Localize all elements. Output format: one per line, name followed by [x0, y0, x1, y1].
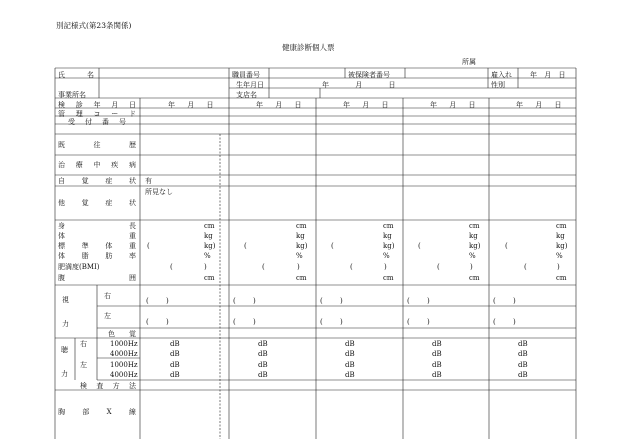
hearing-right-4000hz: 4000Hz: [110, 350, 138, 358]
sex-label: 性別: [491, 81, 505, 89]
db-unit: dB: [170, 361, 180, 369]
body-fat-unit: %: [469, 252, 476, 260]
std-weight-unit: kg): [204, 242, 216, 250]
vision-left-label: 左: [104, 312, 111, 320]
hearing-left-4000hz: 4000Hz: [110, 371, 138, 379]
receipt-no-label: 受付番号: [68, 118, 126, 126]
history-label: 既往歴: [58, 141, 136, 149]
dob-value: 年 月 日: [322, 81, 396, 89]
hearing-label-top: 聴: [61, 346, 68, 354]
treatment-label: 治療中疾病: [58, 161, 136, 169]
hearing-right-label: 右: [80, 340, 87, 348]
waist-unit: cm: [204, 274, 215, 282]
exam-date-label: 検診年月日: [58, 101, 136, 109]
body-fat-unit: %: [556, 252, 563, 260]
vision-left-open: (: [493, 318, 496, 326]
mgmt-code-label: 管理コード: [58, 110, 136, 118]
other-symptoms-label: 他覚症状: [58, 199, 136, 207]
vision-left-close: ): [427, 318, 430, 326]
obesity-open: (: [170, 263, 173, 271]
obesity-open: (: [350, 263, 353, 271]
db-unit: dB: [518, 361, 528, 369]
subjective-label: 自覚症状: [58, 177, 136, 185]
vision-right-label: 右: [104, 292, 111, 300]
height-unit: cm: [296, 222, 307, 230]
obesity-open: (: [262, 263, 265, 271]
affiliation-label: 所属: [462, 58, 476, 66]
height-label: 身長: [58, 222, 136, 230]
vision-right-open: (: [407, 297, 410, 305]
weight-unit: kg: [556, 232, 565, 240]
vision-right-open: (: [233, 297, 236, 305]
obesity-close: ): [204, 263, 207, 271]
insured-no-label: 被保険者番号: [348, 71, 390, 79]
db-unit: dB: [258, 350, 268, 358]
height-unit: cm: [204, 222, 215, 230]
obesity-open: (: [437, 263, 440, 271]
db-unit: dB: [170, 340, 180, 348]
height-unit: cm: [383, 222, 394, 230]
height-unit: cm: [469, 222, 480, 230]
db-unit: dB: [432, 361, 442, 369]
waist-label: 腹囲: [58, 274, 136, 282]
body-fat-unit: %: [383, 252, 390, 260]
db-unit: dB: [518, 350, 528, 358]
exam-date-col5: 年 月 日: [516, 101, 562, 109]
db-unit: dB: [432, 371, 442, 379]
vision-right-open: (: [320, 297, 323, 305]
color-vision-label: 色覚: [108, 330, 136, 338]
hearing-left-label: 左: [80, 361, 87, 369]
db-unit: dB: [345, 371, 355, 379]
branch-label: 支店名: [236, 91, 257, 99]
std-weight-unit: kg): [469, 242, 481, 250]
exam-date-col3: 年 月 日: [343, 101, 389, 109]
weight-label: 体重: [58, 232, 136, 240]
chest-xray-label: 胸部X線: [58, 408, 136, 416]
std-weight-unit: kg): [296, 242, 308, 250]
db-unit: dB: [258, 340, 268, 348]
obesity-label: 肥満度(BMI): [58, 263, 100, 271]
obesity-close: ): [384, 263, 387, 271]
weight-unit: kg: [204, 232, 213, 240]
vision-right-close: ): [166, 297, 169, 305]
std-weight-open: (: [147, 242, 150, 250]
vision-label-top: 視: [62, 296, 69, 304]
std-weight-open: (: [418, 242, 421, 250]
db-unit: dB: [258, 371, 268, 379]
db-unit: dB: [432, 340, 442, 348]
hearing-left-1000hz: 1000Hz: [110, 361, 138, 369]
entry-date: 年 月 日: [530, 71, 566, 79]
employee-no-label: 職員番号: [232, 71, 260, 79]
vision-left-open: (: [407, 318, 410, 326]
db-unit: dB: [170, 371, 180, 379]
vision-left-close: ): [166, 318, 169, 326]
obesity-close: ): [557, 263, 560, 271]
std-weight-open: (: [505, 242, 508, 250]
other-symptoms-value: 所見なし: [145, 188, 173, 196]
obesity-close: ): [470, 263, 473, 271]
std-weight-open: (: [331, 242, 334, 250]
db-unit: dB: [345, 350, 355, 358]
obesity-open: (: [524, 263, 527, 271]
exam-date-col1: 年 月 日: [168, 101, 214, 109]
vision-left-close: ): [253, 318, 256, 326]
std-weight-unit: kg): [383, 242, 395, 250]
vision-right-close: ): [253, 297, 256, 305]
db-unit: dB: [518, 371, 528, 379]
std-weight-open: (: [244, 242, 247, 250]
hearing-method-label: 検査方法: [80, 382, 136, 390]
std-weight-unit: kg): [556, 242, 568, 250]
db-unit: dB: [432, 350, 442, 358]
waist-unit: cm: [383, 274, 394, 282]
vision-left-close: ): [340, 318, 343, 326]
weight-unit: kg: [383, 232, 392, 240]
db-unit: dB: [345, 340, 355, 348]
std-weight-label: 標準体重: [58, 242, 136, 250]
waist-unit: cm: [469, 274, 480, 282]
weight-unit: kg: [296, 232, 305, 240]
document-title: 健康診断個人票: [282, 43, 335, 52]
dob-label: 生年月日: [236, 81, 264, 89]
entry-label: 雇入れ: [491, 71, 512, 79]
name-label: 氏名: [58, 71, 94, 79]
body-fat-unit: %: [296, 252, 303, 260]
form-label: 別記様式(第23条関係): [56, 21, 132, 30]
height-unit: cm: [556, 222, 567, 230]
workplace-label: 事業所名: [58, 91, 86, 99]
vision-right-close: ): [340, 297, 343, 305]
subjective-value: 有: [145, 177, 152, 185]
db-unit: dB: [170, 350, 180, 358]
vision-right-open: (: [146, 297, 149, 305]
obesity-close: ): [297, 263, 300, 271]
waist-unit: cm: [556, 274, 567, 282]
exam-date-col4: 年 月 日: [430, 101, 476, 109]
vision-right-close: ): [513, 297, 516, 305]
body-fat-label: 体脂肪率: [58, 252, 136, 260]
db-unit: dB: [345, 361, 355, 369]
exam-date-col2: 年 月 日: [256, 101, 302, 109]
vision-right-close: ): [427, 297, 430, 305]
vision-left-open: (: [146, 318, 149, 326]
db-unit: dB: [258, 361, 268, 369]
waist-unit: cm: [296, 274, 307, 282]
vision-label-bottom: 力: [62, 320, 69, 328]
body-fat-unit: %: [204, 252, 211, 260]
vision-left-open: (: [320, 318, 323, 326]
db-unit: dB: [518, 340, 528, 348]
weight-unit: kg: [469, 232, 478, 240]
vision-right-open: (: [493, 297, 496, 305]
vision-left-close: ): [513, 318, 516, 326]
hearing-right-1000hz: 1000Hz: [110, 340, 138, 348]
vision-left-open: (: [233, 318, 236, 326]
hearing-label-bottom: 力: [61, 370, 68, 378]
